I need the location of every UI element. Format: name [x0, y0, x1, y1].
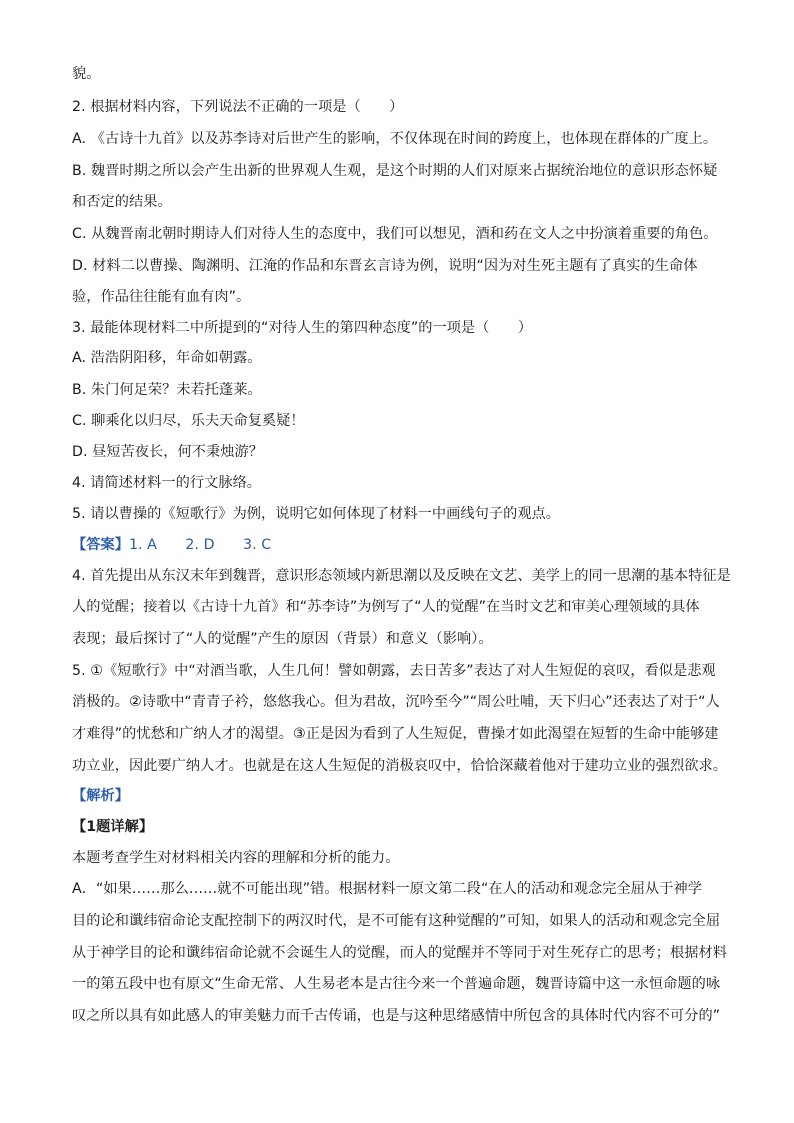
- analysis-label: 【解析】: [72, 788, 129, 804]
- answer-row: [72, 535, 271, 555]
- answer-values: 1. A 2. D 3. C: [128, 537, 272, 553]
- option-3a: A. 浩浩阴阳移，年命如朝露。: [72, 350, 262, 366]
- option-2c: C. 从魏晋南北朝时期诗人们对待人生的态度中，我们可以想见，酒和药在文人之中扮演着重要的角色。: [72, 226, 718, 242]
- analysis-line: A．“如果……那么……就不可能出现”错。根据材料一原文第二段“在人的活动和观念完全屈从于神学: [72, 881, 702, 897]
- answer-line: 5. ①《短歌行》中“对酒当歌，人生几何！譬如朝露，去日苦多”表达了对人生短促的哀叹，看似是悲观: [72, 663, 716, 679]
- answer-line: 人的觉醒；接着以《古诗十九首》和“苏李诗”为例写了“人的觉醒”在当时文艺和审美心理领域的具体: [72, 599, 700, 615]
- question-5: 5. 请以曹操的《短歌行》为例，说明它如何体现了材料一中画线句子的观点。: [72, 506, 561, 522]
- question-4: 4. 请简述材料一的行文脉络。: [72, 475, 262, 491]
- question-2: 2. 根据材料内容，下列说法不正确的一项是（ ）: [72, 99, 404, 115]
- question-3: 3. 最能体现材料二中所提到的“对待人生的第四种态度”的一项是（ ）: [72, 320, 533, 336]
- text-line: 和否定的结果。: [72, 194, 172, 210]
- option-3c: C. 聊乘化以归尽，乐夫天命复奚疑！: [72, 413, 305, 429]
- option-2b: B. 魏晋时期之所以会产生出新的世界观人生观，是这个时期的人们对原来占据统治地位的意识形态怀疑: [72, 163, 718, 179]
- analysis-line: 从于神学目的论和谶纬宿命论就不会诞生人的觉醒，而人的觉醒并不等同于对生死存亡的思考；根据材料: [72, 945, 727, 961]
- answer-line: 消极的。②诗歌中“青青子衿，悠悠我心。但为君故，沉吟至今”“周公吐哺，天下归心”还表达了对于“人: [72, 694, 720, 710]
- answer-line: 表现；最后探讨了“人的觉醒”产生的原因（背景）和意义（影响）。: [72, 631, 493, 647]
- detail-label: 【1题详解】: [72, 819, 154, 835]
- analysis-line: 目的论和谶纬宿命论支配控制下的两汉时代，是不可能有这种觉醒的”可知，如果人的活动和观念完全屈: [72, 913, 721, 929]
- text-line: 验，作品往往能有血有肉”。: [72, 289, 251, 305]
- analysis-line: 一的第五段中也有原文“生命无常、人生易老本是古往今来一个普遍命题，魏晋诗篇中这一永恒命题的咏: [72, 976, 721, 992]
- text-line: 貌。: [72, 66, 101, 82]
- answer-label: 【答案】: [72, 537, 129, 553]
- option-2a: A. 《古诗十九首》以及苏李诗对后世产生的影响，不仅体现在时间的跨度上，也体现在群体的广度上。: [72, 131, 718, 147]
- option-3d: D. 昼短苦夜长，何不秉烛游？: [72, 444, 263, 460]
- answer-line: 才难得”的忧愁和广纳人才的渴望。③正是因为看到了人生短促，曹操才如此渴望在短暂的生命中能够建: [72, 726, 719, 742]
- option-3b: B. 朱门何足荣？未若托蓬莱。: [72, 382, 262, 398]
- analysis-line: 本题考查学生对材料相关内容的理解和分析的能力。: [72, 850, 400, 866]
- answer-line: 功立业，因此要广纳人才。也就是在这人生短促的消极哀叹中，恰恰深藏着他对于建功立业的强烈欲求。: [72, 758, 727, 774]
- answer-line: 4. 首先提出从东汉末年到魏晋，意识形态领域内新思潮以及反映在文艺、美学上的同一思潮的基本特征是: [72, 568, 731, 584]
- analysis-line: 叹之所以具有如此感人的审美魅力而千古传诵，也是与这种思绪感情中所包含的具体时代内容不可分的”: [72, 1008, 721, 1024]
- option-2d: D. 材料二以曹操、陶渊明、江淹的作品和东晋玄言诗为例，说明“因为对生死主题有了真实的生命体: [72, 258, 698, 274]
